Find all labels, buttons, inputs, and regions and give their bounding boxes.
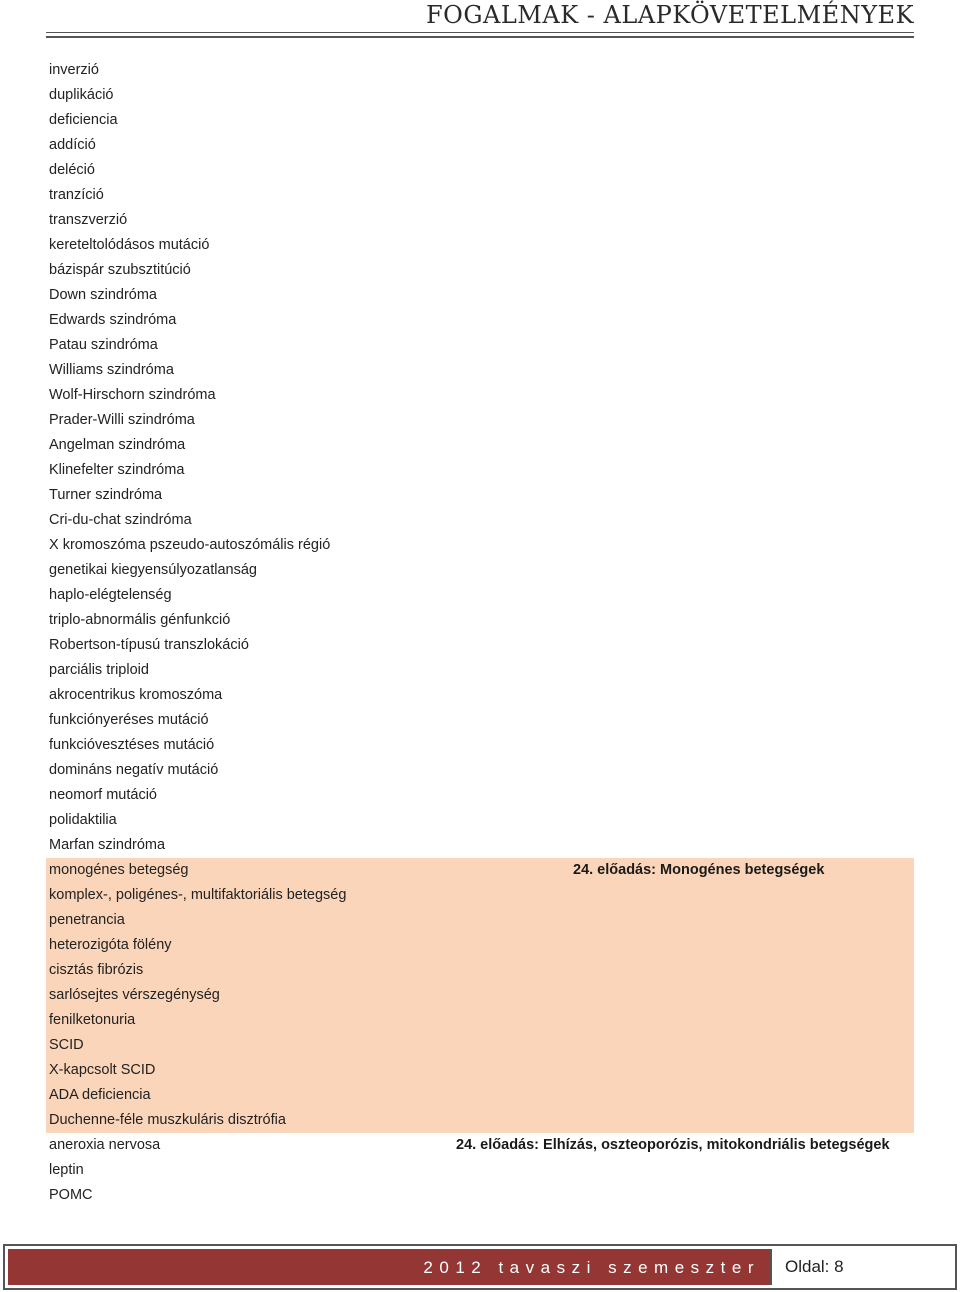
term-text: aneroxia nervosa <box>49 1137 161 1153</box>
term-row <box>46 158 914 183</box>
term-row <box>46 1083 914 1108</box>
term-row <box>46 258 914 283</box>
term-text: POMC <box>49 1187 93 1203</box>
term-row <box>46 58 914 83</box>
term-row <box>46 433 914 458</box>
term-text: sarlósejtes vérszegénység <box>49 987 220 1003</box>
term-text: leptin <box>49 1162 84 1178</box>
term-row <box>46 508 914 533</box>
term-row <box>46 133 914 158</box>
term-text: triplo-abnormális génfunkció <box>49 612 231 628</box>
term-text: monogénes betegség <box>49 862 189 878</box>
term-text: Wolf-Hirschorn szindróma <box>49 387 216 403</box>
lecture-reference: 24. előadás: Elhízás, oszteoporózis, mitokondriális betegségek <box>456 1137 890 1153</box>
term-row <box>46 758 914 783</box>
term-row <box>46 883 914 908</box>
term-row <box>46 733 914 758</box>
page-number: Oldal: 8 <box>770 1249 952 1285</box>
term-row <box>46 1133 914 1158</box>
term-text: ADA deficiencia <box>49 1087 151 1103</box>
term-row <box>46 708 914 733</box>
term-text: bázispár szubsztitúció <box>49 262 191 278</box>
term-text: funkcióvesztéses mutáció <box>49 737 215 753</box>
term-row <box>46 283 914 308</box>
term-row <box>46 658 914 683</box>
term-text: parciális triploid <box>49 662 149 678</box>
term-row <box>46 633 914 658</box>
term-row <box>46 583 914 608</box>
term-row <box>46 533 914 558</box>
term-row <box>46 558 914 583</box>
term-text: Klinefelter szindróma <box>49 462 185 478</box>
term-text: SCID <box>49 1037 84 1053</box>
term-row <box>46 358 914 383</box>
header-divider-thick <box>46 36 914 38</box>
term-text: Marfan szindróma <box>49 837 166 853</box>
term-text: Turner szindróma <box>49 487 163 503</box>
page-header-title: FOGALMAK - ALAPKÖVETELMÉNYEK <box>426 1 914 29</box>
term-row <box>46 1183 914 1208</box>
footer-semester: 2012 tavaszi szemeszter <box>423 1258 760 1277</box>
term-row <box>46 333 914 358</box>
lecture-reference: 24. előadás: Monogénes betegségek <box>573 862 825 878</box>
term-row <box>46 1158 914 1183</box>
term-text: akrocentrikus kromoszóma <box>49 687 223 703</box>
term-text: Patau szindróma <box>49 337 158 353</box>
term-text: Down szindróma <box>49 287 157 303</box>
term-text: haplo-elégtelenség <box>49 587 172 603</box>
term-text: fenilketonuria <box>49 1012 136 1028</box>
term-text: penetrancia <box>49 912 125 928</box>
term-row <box>46 683 914 708</box>
term-text: duplikáció <box>49 87 114 103</box>
term-text: polidaktilia <box>49 812 117 828</box>
term-text: cisztás fibrózis <box>49 962 144 978</box>
term-row <box>46 183 914 208</box>
term-row <box>46 808 914 833</box>
term-text: tranzíció <box>49 187 104 203</box>
term-text: Prader-Willi szindróma <box>49 412 195 428</box>
term-text: Williams szindróma <box>49 362 174 378</box>
term-row <box>46 608 914 633</box>
term-row <box>46 1033 914 1058</box>
term-text: Cri-du-chat szindróma <box>49 512 192 528</box>
term-text: addíció <box>49 137 96 153</box>
term-row <box>46 858 914 883</box>
term-row <box>46 108 914 133</box>
term-text: neomorf mutáció <box>49 787 157 803</box>
term-row <box>46 833 914 858</box>
term-text: genetikai kiegyensúlyozatlanság <box>49 562 257 578</box>
term-row <box>46 908 914 933</box>
term-row <box>46 408 914 433</box>
term-row <box>46 1108 914 1133</box>
term-text: Edwards szindróma <box>49 312 177 328</box>
term-row <box>46 208 914 233</box>
term-row <box>46 383 914 408</box>
term-text: transzverzió <box>49 212 128 228</box>
term-text: Duchenne-féle muszkuláris disztrófia <box>49 1112 286 1128</box>
term-row <box>46 83 914 108</box>
term-row <box>46 1008 914 1033</box>
term-row <box>46 233 914 258</box>
term-list <box>46 58 914 1208</box>
term-text: X kromoszóma pszeudo-autoszómális régió <box>49 537 331 553</box>
term-row <box>46 983 914 1008</box>
header-divider <box>46 32 914 33</box>
term-text: Robertson-típusú transzlokáció <box>49 637 249 653</box>
term-row <box>46 783 914 808</box>
term-row <box>46 308 914 333</box>
term-row <box>46 458 914 483</box>
term-text: funkciónyeréses mutáció <box>49 712 209 728</box>
term-text: deficiencia <box>49 112 118 128</box>
term-row <box>46 958 914 983</box>
term-text: domináns negatív mutáció <box>49 762 219 778</box>
term-row <box>46 483 914 508</box>
term-text: komplex-, poligénes-, multifaktoriális betegség <box>49 887 347 903</box>
term-row <box>46 1058 914 1083</box>
term-text: heterozigóta fölény <box>49 937 172 953</box>
term-text: deléció <box>49 162 95 178</box>
term-text: inverzió <box>49 62 99 78</box>
term-text: Angelman szindróma <box>49 437 186 453</box>
term-text: X-kapcsolt SCID <box>49 1062 156 1078</box>
term-text: kereteltolódásos mutáció <box>49 237 210 253</box>
term-row <box>46 933 914 958</box>
